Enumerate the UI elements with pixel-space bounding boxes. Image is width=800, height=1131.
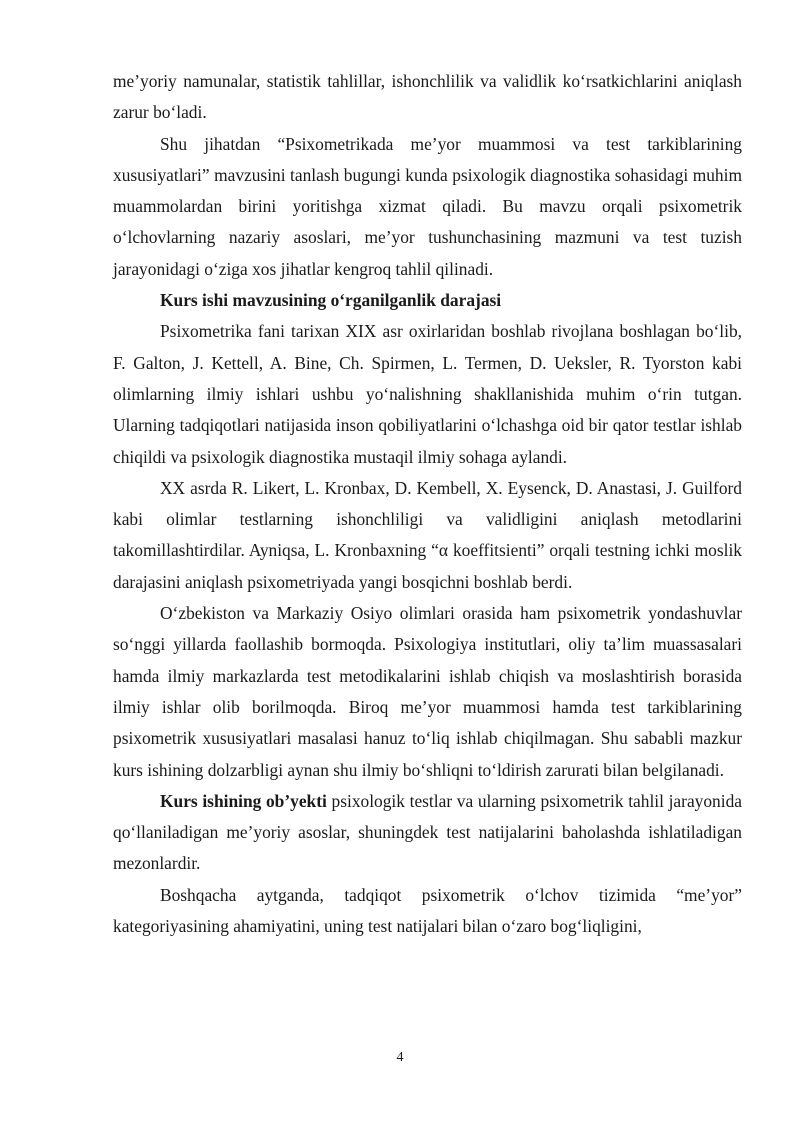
object-lead: Kurs ishining ob’yekti [160,790,327,811]
paragraph-object [113,786,742,880]
object-text: psixologik testlar va ularning psixometrik tahlil jarayonida qo‘llaniladigan me’yoriy asoslar, shuningdek test natijalarini baholashda ishlatiladigan mezonlardir. [113,790,742,874]
paragraph-topic-choice: Shu jihatdan “Psixometrikada me’yor muammosi va test tarkiblarining xususiyatlari” mavzusini tanlash bugungi kunda psixologik diagnostika sohasidagi muhim muammolardan birini yoritishga xizmat qiladi. Bu mavzu orqali psixometrik o‘lchovlarning nazariy asoslari, me’yor tushunchasining mazmuni va test tuzish jarayonidagi o‘ziga xos jihatlar kengroq tahlil qilinadi. [113,133,742,279]
page-number: 4 [396,1050,404,1065]
document-page [113,66,742,942]
paragraph-in-other-words: Boshqacha aytganda, tadqiqot psixometrik o‘lchov tizimida “me’yor” kategoriyasining ahamiyatini, uning test natijalari bilan o‘zaro bog‘liqligini, [113,884,742,937]
paragraph-continuation: me’yoriy namunalar, statistik tahlillar, ishonchlilik va validlik ko‘rsatkichlarini aniqlash zarur bo‘ladi. [113,71,742,123]
paragraph-twentieth-century: XX asrda R. Likert, L. Kronbax, D. Kembell, X. Eysenck, D. Anastasi, J. Guilford kabi olimlar testlarning ishonchliligi va validligini aniqlash metodlarini takomillashtirdilar. Ayniqsa, L. Kronbaxning “α koeffitsienti” orqali testning ichki moslik darajasini aniqlash psixometriyada yangi bosqichni boshlab berdi. [113,477,742,592]
paragraph-history: Psixometrika fani tarixan XIX asr oxirlaridan boshlab rivojlana boshlagan bo‘lib, F. Galton, J. Kettell, A. Bine, Ch. Spirmen, L. Termen, D. Ueksler, R. Tyorston kabi olimlarning ilmiy ishlari ushbu yo‘nalishning shakllanishida muhim o‘rin tutgan. Ularning tadqiqotlari natijasida inson qobiliyatlarini o‘lchashga oid bir qator testlar ishlab chiqildi va psixologik diagnostika mustaqil ilmiy sohaga aylandi. [113,321,742,467]
paragraph-uzbekistan: O‘zbekiston va Markaziy Osiyo olimlari orasida ham psixometrik yondashuvlar so‘nggi yillarda faollashib bormoqda. Psixologiya institutlari, oliy ta’lim muassasalari hamda ilmiy markazlarda test metodikalarini ishlab chiqish va moslashtirish borasida ilmiy ishlar olib borilmoqda. Biroq me’yor muammosi hamda test tarkiblarining psixometrik xususiyatlari masalasi hanuz to‘liq ishlab chiqilmagan. Shu sababli mazkur kurs ishining dolzarbligi aynan shu ilmiy bo‘shliqni to‘ldirish zarurati bilan belgilanadi. [113,603,742,780]
section-heading: Kurs ishi mavzusining o‘rganilganlik darajasi [160,290,502,311]
